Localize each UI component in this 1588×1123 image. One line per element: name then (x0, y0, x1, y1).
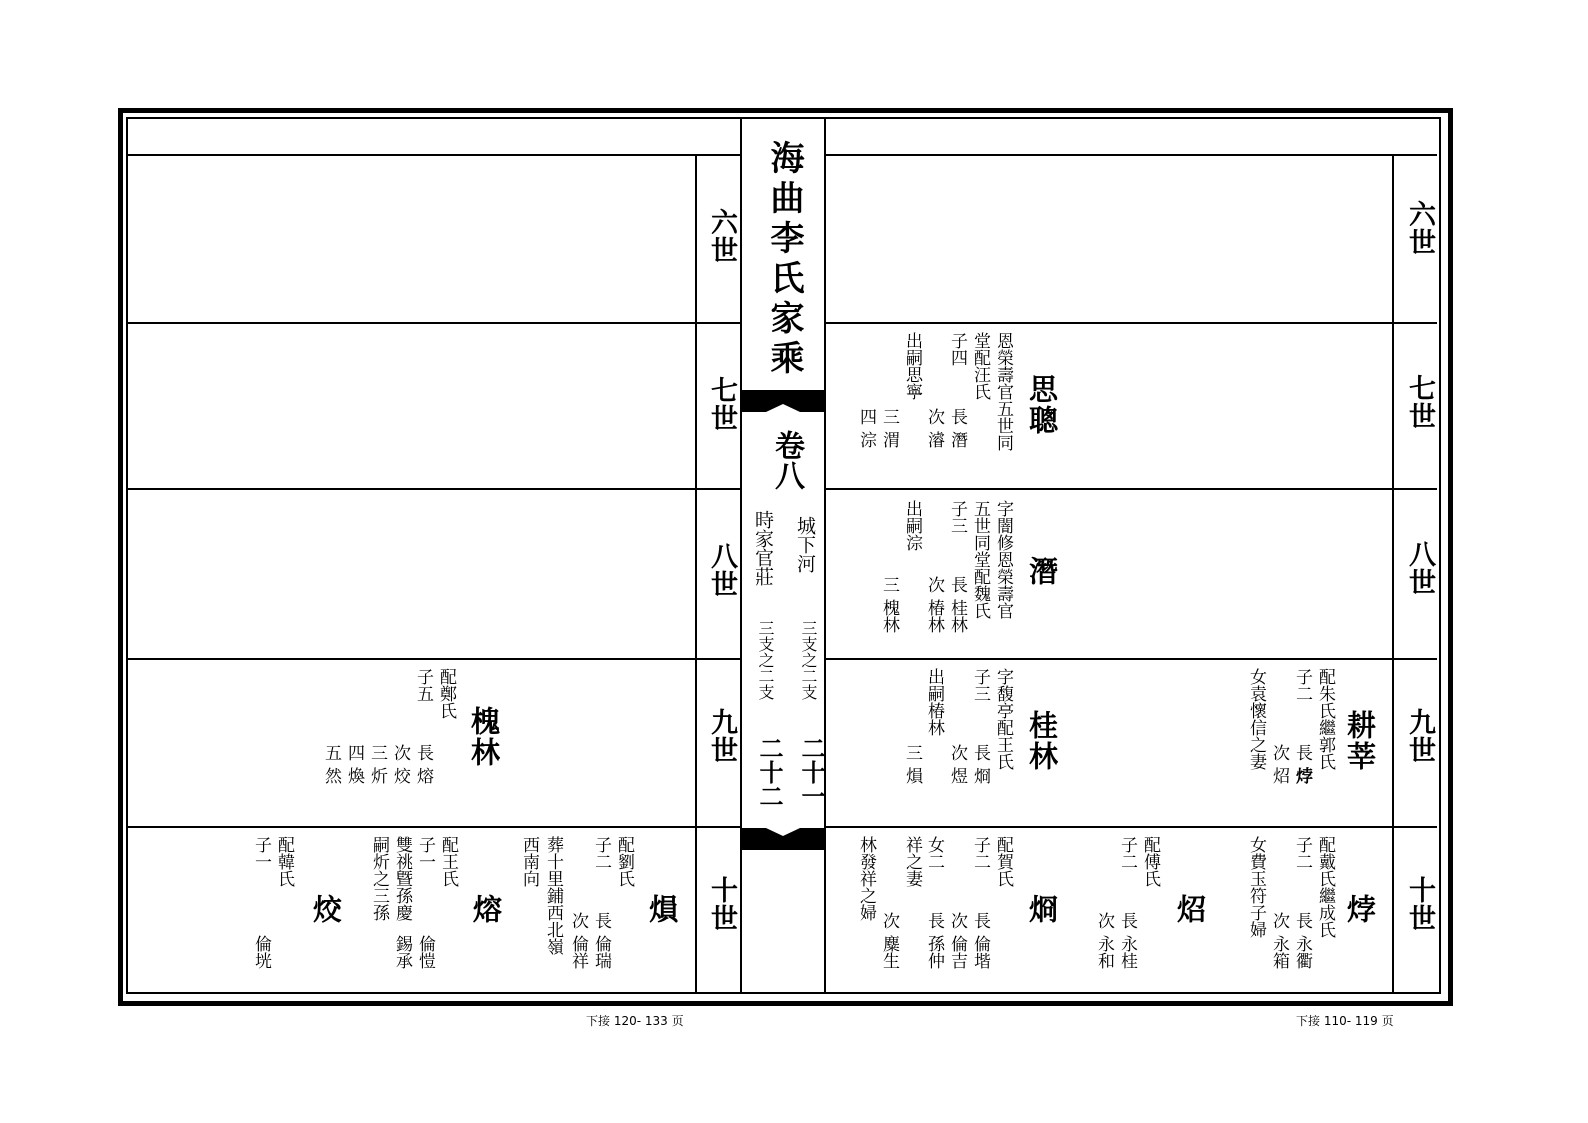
son-order: 長 (1292, 744, 1312, 761)
person-note: 嗣炘之三孫 (369, 836, 389, 921)
person-note: 女袁懷信之妻 (1246, 668, 1266, 770)
person-note: 林發祥之婦 (856, 836, 876, 921)
right-row-line-4 (826, 826, 1437, 828)
son-name: 烱 (970, 767, 990, 784)
gen-label-8-right: 八世 (1404, 540, 1435, 596)
son-order: 長 (947, 576, 967, 593)
person-note: 出嗣椿林 (924, 668, 944, 736)
son-order: 次 (924, 408, 944, 425)
grandson-order: 長 (924, 912, 944, 929)
person-note: 恩榮壽官五世同 (993, 332, 1013, 451)
son-name: 倫祥 (568, 935, 588, 969)
person-note: 出嗣淙 (902, 500, 922, 551)
person-name: 烄 (309, 894, 343, 925)
son-order: 三 (879, 576, 899, 593)
person-note: 配王氏 (438, 836, 458, 887)
person-name: 㶿 (1343, 894, 1377, 925)
left-gen-column-border (695, 155, 697, 992)
gen-label-9-left: 九世 (706, 708, 737, 764)
son-name: 桂林 (947, 599, 967, 633)
person-note: 子三 (947, 500, 967, 534)
gen-label-7-left: 七世 (706, 376, 737, 432)
son-name: 倫垙 (251, 935, 271, 969)
person-name: 熉 (645, 894, 679, 925)
person-name: 耕莘 (1343, 710, 1377, 772)
person-note: 西南向 (519, 836, 539, 887)
son-name: 熉 (902, 767, 922, 784)
fishtail-top-icon (742, 392, 824, 426)
son-order: 次 (568, 912, 588, 929)
page-number-b: 二十二 (755, 736, 784, 808)
person-note: 子一 (251, 836, 271, 870)
son-name: 煥 (344, 767, 364, 784)
son-name: 倫瑞 (591, 935, 611, 969)
gen-label-6-right: 六世 (1404, 200, 1435, 256)
person-note: 葬十里鋪西北嶺 (543, 836, 563, 955)
person-name: 桂林 (1025, 710, 1059, 772)
grandson-name: 孫仲 (924, 935, 944, 969)
gen-label-7-right: 七世 (1404, 374, 1435, 430)
son-order: 次 (947, 912, 967, 929)
son-name: 椿林 (924, 599, 944, 633)
person-note: 祥之妻 (902, 836, 922, 887)
grandson-name: 錫承 (392, 935, 412, 969)
person-note: 配傅氏 (1140, 836, 1160, 887)
person-note: 子一 (415, 836, 435, 870)
branch-label-b: 三支之二支 (756, 620, 775, 700)
son-order: 次 (1269, 912, 1289, 929)
son-order: 次 (947, 744, 967, 761)
right-gen-column-border (1392, 155, 1394, 992)
gen-label-9-right: 九世 (1404, 708, 1435, 764)
son-order: 三 (902, 744, 922, 761)
son-name: 倫堦 (970, 935, 990, 969)
left-row-line-2 (128, 488, 740, 490)
person-name: 潛 (1025, 556, 1059, 587)
son-name: 熔 (413, 767, 433, 784)
gen-label-10-right: 十世 (1404, 876, 1435, 932)
son-order: 長 (970, 912, 990, 929)
son-name: 濬 (924, 431, 944, 448)
right-row-line-2 (826, 488, 1437, 490)
son-name: 永衢 (1292, 935, 1312, 969)
person-note: 字馥亭配王氏 (993, 668, 1013, 770)
fishtail-bottom-icon (742, 820, 824, 848)
right-row-line-top (826, 154, 1437, 156)
person-note: 配戴氏繼成氏 (1315, 836, 1335, 938)
son-name: 淙 (856, 431, 876, 448)
son-name: 炤 (1269, 767, 1289, 784)
son-order: 次 (1094, 912, 1114, 929)
place-label-a: 城下河 (794, 516, 816, 573)
gen-label-8-left: 八世 (706, 542, 737, 598)
person-name: 槐林 (467, 706, 501, 768)
son-name: 㶿 (1292, 767, 1312, 784)
grandson-name: 麋生 (879, 935, 899, 969)
spine-right-border (824, 119, 826, 992)
person-note: 出嗣思寧 (902, 332, 922, 400)
son-name: 永箱 (1269, 935, 1289, 969)
spine-line-b (742, 848, 824, 850)
person-note: 配劉氏 (614, 836, 634, 887)
person-note: 子四 (947, 332, 967, 366)
person-note: 子二 (1292, 836, 1312, 870)
person-note: 女二 (924, 836, 944, 870)
left-row-line-top (128, 154, 740, 156)
son-name: 潛 (947, 431, 967, 448)
person-note: 堂配汪氏 (970, 332, 990, 400)
grandson-order: 次 (879, 912, 899, 929)
book-title: 海曲李氏家乘 (764, 140, 804, 380)
person-note: 配鄭氏 (436, 668, 456, 719)
person-note: 子二 (1117, 836, 1137, 870)
son-name: 永和 (1094, 935, 1114, 969)
son-order: 次 (390, 744, 410, 761)
person-note: 子五 (413, 668, 433, 702)
page-number-a: 二十一 (797, 736, 826, 808)
person-note: 字闇修恩榮壽官 (993, 500, 1013, 619)
person-name: 烱 (1025, 894, 1059, 925)
son-order: 三 (367, 744, 387, 761)
son-name: 渭 (879, 431, 899, 448)
branch-label-a: 三支之二支 (799, 620, 818, 700)
gen-label-6-left: 六世 (706, 208, 737, 264)
left-page-continuation: 下接 120- 133 页 (586, 1014, 684, 1028)
volume-label: 卷八 (769, 430, 804, 490)
person-note: 子二 (970, 836, 990, 870)
place-label-b: 時家官莊 (752, 510, 774, 586)
person-name: 炤 (1173, 894, 1207, 925)
son-name: 槐林 (879, 599, 899, 633)
person-note: 配韓氏 (274, 836, 294, 887)
son-name: 倫愷 (415, 935, 435, 969)
son-order: 五 (321, 744, 341, 761)
person-note: 配朱氏繼郭氏 (1315, 668, 1335, 770)
left-row-line-1 (128, 322, 740, 324)
son-order: 四 (856, 408, 876, 425)
son-order: 次 (924, 576, 944, 593)
person-note: 雙祧曁孫慶 (392, 836, 412, 921)
person-note: 子二 (591, 836, 611, 870)
son-order: 四 (344, 744, 364, 761)
son-order: 長 (1117, 912, 1137, 929)
person-note: 五世同堂配魏氏 (970, 500, 990, 619)
son-order: 長 (413, 744, 433, 761)
son-name: 然 (321, 767, 341, 784)
person-name: 思聰 (1025, 374, 1059, 436)
son-name: 煜 (947, 767, 967, 784)
right-row-line-1 (826, 322, 1437, 324)
son-order: 次 (1269, 744, 1289, 761)
person-name: 熔 (469, 894, 503, 925)
right-row-line-3 (826, 658, 1437, 660)
right-page-continuation: 下接 110- 119 页 (1296, 1014, 1394, 1028)
person-note: 女費玉符子婦 (1246, 836, 1266, 938)
son-name: 永桂 (1117, 935, 1137, 969)
son-order: 長 (591, 912, 611, 929)
left-row-line-4 (128, 826, 740, 828)
son-order: 長 (1292, 912, 1312, 929)
gen-label-10-left: 十世 (706, 876, 737, 932)
person-note: 子三 (970, 668, 990, 702)
son-name: 炘 (367, 767, 387, 784)
left-row-line-3 (128, 658, 740, 660)
person-note: 配賀氏 (993, 836, 1013, 887)
son-order: 長 (947, 408, 967, 425)
son-name: 倫吉 (947, 935, 967, 969)
son-order: 長 (970, 744, 990, 761)
son-order: 三 (879, 408, 899, 425)
son-name: 烄 (390, 767, 410, 784)
person-note: 子二 (1292, 668, 1312, 702)
